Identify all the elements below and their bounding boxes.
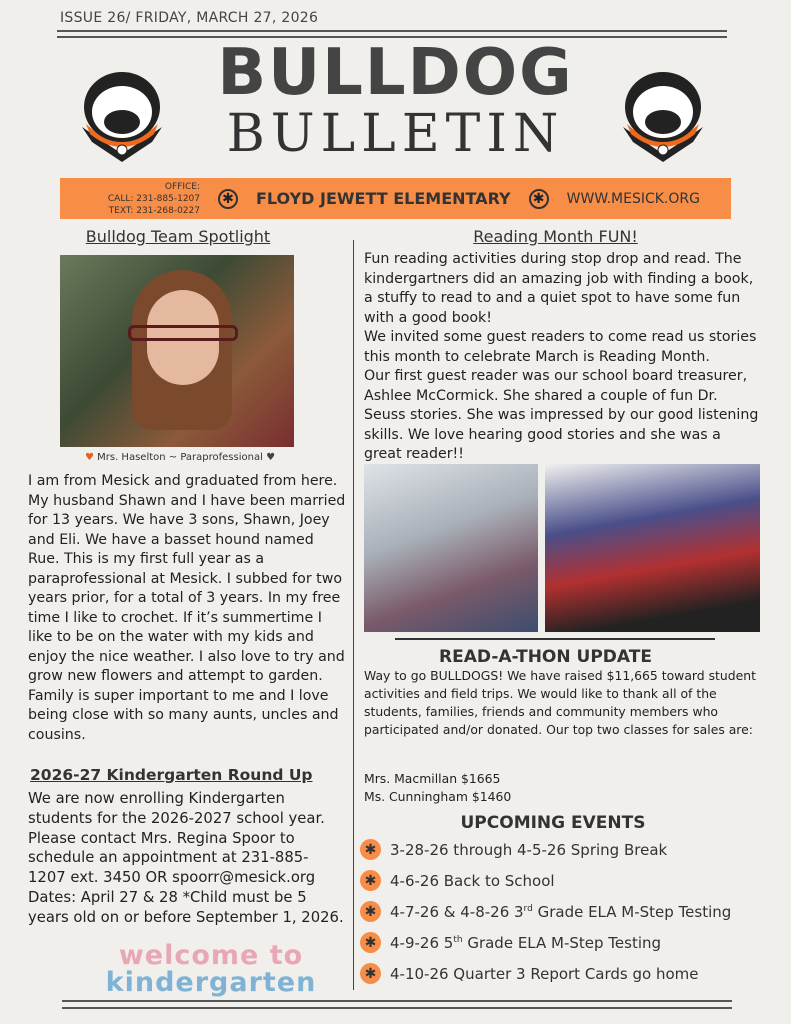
text-number: TEXT: 231-268-0227: [108, 205, 200, 216]
readathon-body: Way to go BULLDOGS! We have raised $11,665 toward student activities and field trips. We would like to thank all of the students, families, friends and community members who participated and/or donated. Our top two classes for sales are:: [364, 668, 756, 737]
ordinal: rd: [523, 903, 533, 914]
info-bar: [60, 178, 731, 219]
divider: [395, 638, 715, 640]
event-item: [360, 896, 760, 927]
top-class-2: Ms. Cunningham $1460: [364, 789, 512, 804]
kinder-heading: 2026-27 Kindergarten Round Up: [30, 766, 313, 784]
issue-date: ISSUE 26/ FRIDAY, MARCH 27, 2026: [60, 10, 319, 26]
spotlight-heading: Bulldog Team Spotlight: [85, 227, 271, 246]
photo-caption: [75, 452, 285, 463]
event-item: [360, 927, 760, 958]
asterisk-icon: ✱: [360, 839, 381, 860]
reading-photo-1: [364, 464, 538, 632]
event-item: [360, 958, 760, 989]
heart-icon: ♥: [266, 452, 276, 463]
ordinal: th: [453, 934, 463, 945]
asterisk-icon: ✱: [529, 189, 549, 209]
welcome-text: welcome to: [118, 940, 304, 971]
spotlight-body: I am from Mesick and graduated from here. My husband Shawn and I have been married for 13 years. We have 3 sons, Shawn, Joey and Eli. We have a basset hound named Rue. This is my first full year as a paraprofessional at Mesick. I subbed for two years prior, for a total of 3 years. In my free time I like to crochet. If it’s summertime I like to be on the water with my kids and enjoy the nice weather. I also love to try and grow new flowers and attempt to garden. Family is super important to me and I love being close with so many aunts, uncles and cousins.: [28, 473, 346, 743]
event-date: 4-7-26 & 4-8-26 3: [390, 902, 524, 921]
kindergarten-text: kindergarten: [105, 967, 317, 998]
welcome-graphic: [76, 942, 346, 996]
asterisk-icon: ✱: [218, 189, 238, 209]
title-bulletin: BULLETIN: [226, 104, 565, 164]
kinder-body: We are now enrolling Kindergarten students for the 2026-2027 school year. Please contact Mrs. Regina Spoor to schedule an appointment at 231-885-1207 ext. 3450 OR spoorr@mesick.org Dates: April 27 & 28 *Child must be 5 years old on or before September 1, 2026.: [28, 790, 344, 926]
title-bulldog: BULLDOG: [217, 36, 574, 110]
top-class-1: Mrs. Macmillan $1665: [364, 771, 501, 786]
asterisk-icon: ✱: [360, 901, 381, 922]
event-text: 4-6-26 Back to School: [390, 871, 555, 890]
events-heading: UPCOMING EVENTS: [460, 813, 646, 833]
asterisk-icon: ✱: [360, 870, 381, 891]
asterisk-icon: ✱: [360, 963, 381, 984]
event-desc: Grade ELA M-Step Testing: [462, 933, 662, 952]
event-text: 4-10-26 Quarter 3 Report Cards go home: [390, 964, 699, 983]
office-contact: [60, 181, 200, 217]
heart-icon: ♥: [84, 452, 94, 463]
readathon-heading: READ-A-THON UPDATE: [439, 647, 652, 667]
reading-heading: Reading Month FUN!: [473, 227, 638, 246]
caption-text: Mrs. Haselton ~ Paraprofessional: [97, 452, 263, 463]
column-divider: [353, 240, 354, 990]
event-desc: Grade ELA M-Step Testing: [532, 902, 732, 921]
divider: [62, 1000, 732, 1002]
event-date: 4-9-26 5: [390, 933, 454, 952]
website-link[interactable]: WWW.MESICK.ORG: [566, 190, 700, 207]
divider: [57, 30, 727, 32]
event-text: 3-28-26 through 4-5-26 Spring Break: [390, 840, 668, 859]
event-item: [360, 865, 760, 896]
staff-photo: [60, 255, 294, 447]
divider: [62, 1007, 732, 1009]
event-item: [360, 834, 760, 865]
call-number: CALL: 231-885-1207: [107, 193, 200, 204]
asterisk-icon: ✱: [360, 932, 381, 953]
reading-photo-2: [545, 464, 760, 632]
reading-body: Fun reading activities during stop drop and read. The kindergartners did an amazing job with finding a book, a stuffy to read to and a quiet spot to have some fun with a good book! We invited some guest readers to come read us stories this month to celebrate March is Reading Month. Our first guest reader was our school board treasurer, Ashlee McCormick. She shared a couple of fun Dr. Seuss stories. She was impressed by our good listening skills. We love hearing good stories and she was a great reader!!: [364, 251, 759, 462]
event-text: [390, 903, 731, 921]
school-name: FLOYD JEWETT ELEMENTARY: [256, 189, 511, 208]
events-list: [360, 834, 760, 989]
office-label: OFFICE:: [164, 181, 200, 192]
event-text: [390, 934, 661, 952]
